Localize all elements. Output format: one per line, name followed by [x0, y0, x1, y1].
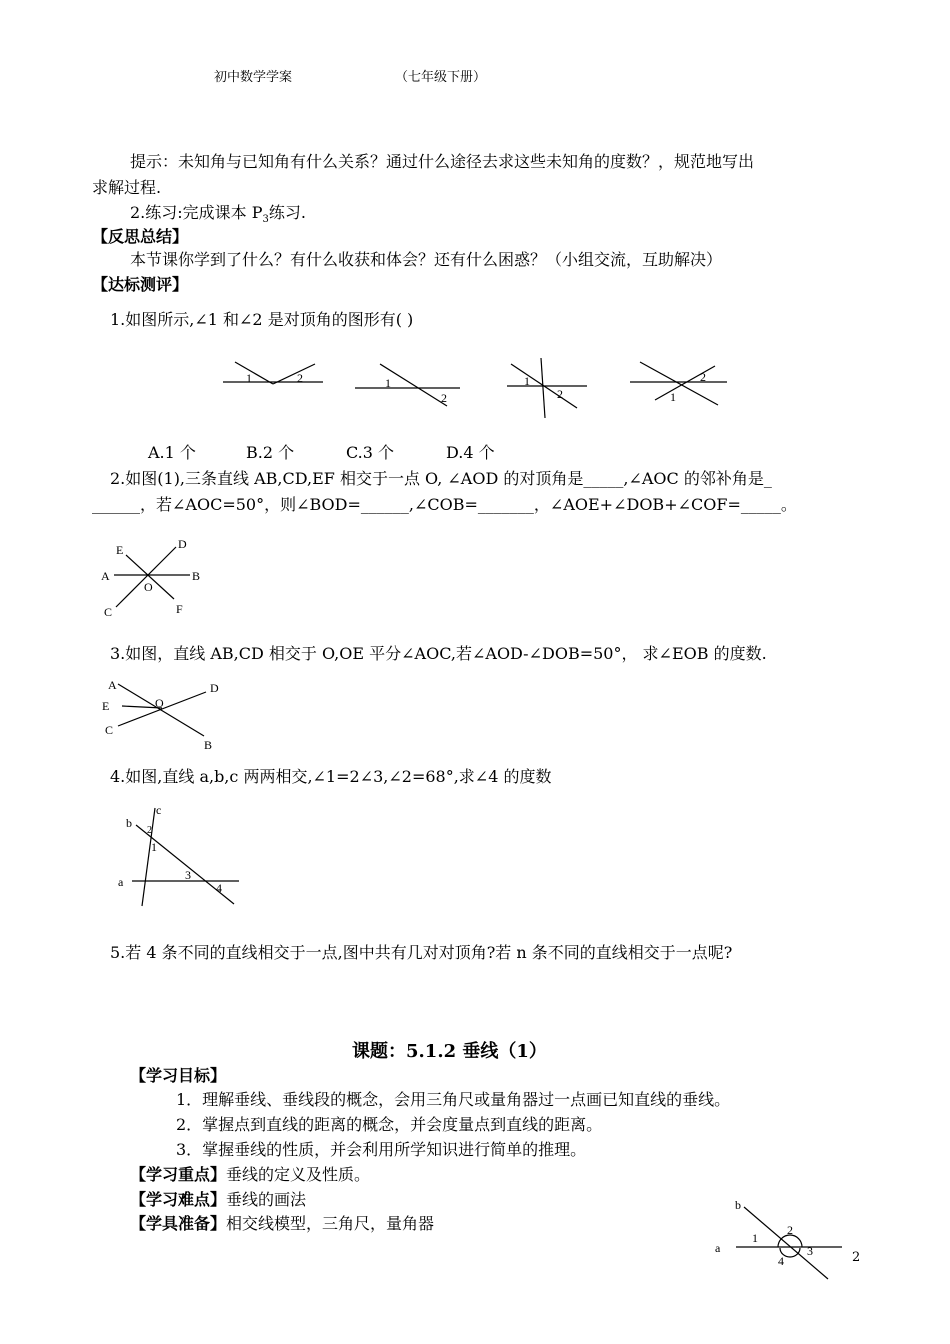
q2-figure: [98, 535, 208, 620]
q1-fig2-label-2: 2: [441, 391, 447, 405]
hint-line-2: 求解过程.: [92, 178, 162, 197]
q4-label-2: 2: [147, 825, 152, 836]
q4-label-b: b: [126, 816, 132, 830]
header-title: 初中数学学案: [214, 70, 293, 85]
lesson-fig-label-3: 3: [807, 1244, 813, 1258]
q2-label-b: B: [192, 569, 201, 583]
q4-label-1: 1: [151, 840, 157, 854]
question-2-line-2: ______，若∠AOC=50°，则∠BOD=______,∠COB=_______，∠AOE+∠DOB+∠COF=_____。: [92, 495, 797, 514]
q1-option-c: C.3 个: [346, 443, 395, 462]
reflection-text: 本节课你学到了什么？有什么收获和体会？还有什么困惑？（小组交流，互助解决）: [130, 250, 723, 269]
difficulty-point: 【学习难点】垂线的画法: [130, 1190, 307, 1209]
question-5: 5.若 4 条不同的直线相交于一点,图中共有几对对顶角?若 n 条不同的直线相交于一点呢?: [110, 943, 733, 962]
q1-fig1-label-2: 2: [297, 371, 303, 385]
q4-figure: [112, 800, 247, 912]
q3-label-a: A: [108, 678, 117, 692]
q2-label-o: O: [144, 580, 153, 594]
goal-1: 1．理解垂线、垂线段的概念，会用三角尺或量角器过一点画已知直线的垂线。: [176, 1090, 731, 1109]
q1-fig3-label-1: 1: [524, 374, 530, 388]
q2-label-a: A: [101, 569, 110, 583]
practice-line: 2.练习:完成课本 $P_3$练习.: [130, 203, 306, 226]
goal-2: 2．掌握点到直线的距离的概念，并会度量点到直线的距离。: [176, 1115, 603, 1134]
lesson-figure: [710, 1195, 850, 1285]
lesson-fig-label-2: 2: [787, 1223, 793, 1237]
key-point: 【学习重点】垂线的定义及性质。: [130, 1165, 371, 1184]
q1-fig2-label-1: 1: [385, 376, 391, 390]
lesson-fig-label-b: b: [735, 1198, 741, 1212]
q3-label-c: C: [105, 723, 114, 737]
lesson-fig-label-1: 1: [752, 1231, 758, 1245]
question-4: 4.如图,直线 a,b,c 两两相交,∠1=2∠3,∠2=68°,求∠4 的度数: [110, 767, 552, 786]
question-1: 1.如图所示,∠1 和∠2 是对顶角的图形有( ): [110, 310, 414, 329]
q4-label-4: 4: [216, 881, 222, 895]
q2-label-c: C: [104, 605, 113, 619]
test-heading: 【达标测评】: [92, 275, 189, 294]
q1-option-d: D.4 个: [446, 443, 495, 462]
reflection-heading: 【反思总结】: [92, 227, 189, 246]
q4-label-a: a: [118, 875, 124, 889]
q4-label-c: c: [156, 803, 162, 817]
q1-option-a: A.1 个: [148, 443, 196, 462]
lesson-fig-label-4: 4: [778, 1254, 784, 1268]
goals-heading: 【学习目标】: [130, 1066, 227, 1085]
q3-label-e: E: [102, 699, 110, 713]
question-3: 3.如图，直线 AB,CD 相交于 O,OE 平分∠AOC,若∠AOD-∠DOB=50°， 求∠EOB 的度数.: [110, 644, 767, 663]
q3-label-d: D: [210, 681, 219, 695]
q2-label-e: E: [116, 543, 124, 557]
q1-fig4-label-1: 1: [670, 390, 676, 404]
q1-fig1-label-1: 1: [246, 371, 252, 385]
lesson-title: 课题：5.1.2 垂线（1）: [352, 1041, 547, 1062]
tools-point: 【学具准备】相交线模型，三角尺，量角器: [130, 1214, 435, 1233]
q4-label-3: 3: [185, 868, 191, 882]
hint-line-1: 提示：未知角与已知角有什么关系？通过什么途径去求这些未知角的度数？，规范地写出: [130, 152, 755, 171]
lesson-fig-label-a: a: [715, 1241, 721, 1255]
q3-label-b: B: [204, 738, 213, 752]
q2-label-f: F: [176, 602, 183, 616]
q1-fig4-label-2: 2: [700, 370, 706, 384]
page-number: 2: [852, 1250, 861, 1265]
header-grade: （七年级下册）: [395, 70, 487, 85]
goal-3: 3．掌握垂线的性质，并会利用所学知识进行简单的推理。: [176, 1140, 587, 1159]
q1-option-b: B.2 个: [246, 443, 295, 462]
q3-figure: [98, 672, 228, 754]
q1-fig3-label-2: 2: [557, 387, 563, 401]
q1-figures: [215, 350, 735, 420]
q2-label-d: D: [178, 537, 187, 551]
q3-label-o: O: [155, 696, 164, 710]
question-2-line-1: 2.如图(1),三条直线 AB,CD,EF 相交于一点 O, ∠AOD 的对顶角是_____,∠AOC 的邻补角是_: [110, 469, 772, 488]
